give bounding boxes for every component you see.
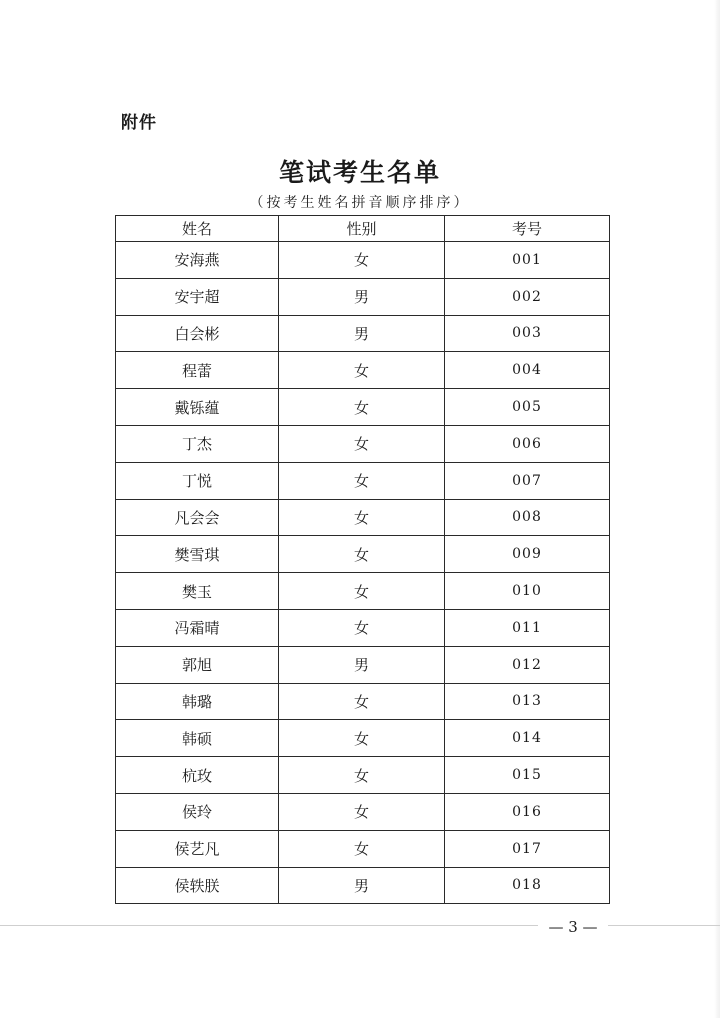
cell-name: 樊雪琪 xyxy=(116,536,279,573)
table-row xyxy=(116,757,610,794)
cell-exam-number: 006 xyxy=(445,425,610,462)
cell-name: 丁杰 xyxy=(116,425,279,462)
cell-gender: 男 xyxy=(279,867,445,904)
cell-name: 樊玉 xyxy=(116,573,279,610)
cell-name: 冯霜晴 xyxy=(116,609,279,646)
table-body xyxy=(116,242,610,904)
table-row xyxy=(116,683,610,720)
cell-exam-number: 008 xyxy=(445,499,610,536)
cell-gender: 女 xyxy=(279,720,445,757)
table-row xyxy=(116,499,610,536)
attachment-label: 附件 xyxy=(121,113,157,133)
cell-name: 韩硕 xyxy=(116,720,279,757)
cell-name: 丁悦 xyxy=(116,462,279,499)
cell-exam-number: 004 xyxy=(445,352,610,389)
cell-gender: 女 xyxy=(279,462,445,499)
table-row xyxy=(116,315,610,352)
cell-exam-number: 007 xyxy=(445,462,610,499)
table-row xyxy=(116,609,610,646)
cell-name: 杭玫 xyxy=(116,757,279,794)
table-row xyxy=(116,793,610,830)
cell-exam-number: 014 xyxy=(445,720,610,757)
table-row xyxy=(116,425,610,462)
cell-name: 安海燕 xyxy=(116,242,279,279)
cell-name: 侯玲 xyxy=(116,793,279,830)
cell-name: 安宇超 xyxy=(116,278,279,315)
document-title: 笔试考生名单 xyxy=(278,158,441,187)
table-row xyxy=(116,352,610,389)
cell-gender: 女 xyxy=(279,793,445,830)
cell-exam-number: 005 xyxy=(445,389,610,426)
table-row xyxy=(116,720,610,757)
cell-gender: 女 xyxy=(279,389,445,426)
table-row xyxy=(116,242,610,279)
cell-gender: 女 xyxy=(279,499,445,536)
cell-gender: 女 xyxy=(279,830,445,867)
cell-exam-number: 017 xyxy=(445,830,610,867)
table-row xyxy=(116,867,610,904)
cell-gender: 女 xyxy=(279,683,445,720)
candidate-roster-table xyxy=(115,215,610,904)
cell-exam-number: 002 xyxy=(445,278,610,315)
cell-gender: 女 xyxy=(279,425,445,462)
cell-name: 郭旭 xyxy=(116,646,279,683)
cell-exam-number: 016 xyxy=(445,793,610,830)
cell-gender: 女 xyxy=(279,352,445,389)
cell-gender: 女 xyxy=(279,536,445,573)
column-header-gender: 性别 xyxy=(279,216,445,242)
table-header-row xyxy=(116,216,610,242)
cell-exam-number: 009 xyxy=(445,536,610,573)
document-subtitle: （按考生姓名拼音顺序排序） xyxy=(249,195,471,211)
cell-exam-number: 001 xyxy=(445,242,610,279)
cell-exam-number: 011 xyxy=(445,609,610,646)
table-row xyxy=(116,830,610,867)
page-number: — 3 — xyxy=(538,918,608,936)
cell-name: 侯轶朕 xyxy=(116,867,279,904)
cell-name: 白会彬 xyxy=(116,315,279,352)
table-row xyxy=(116,573,610,610)
cell-gender: 女 xyxy=(279,609,445,646)
table-row xyxy=(116,389,610,426)
cell-exam-number: 010 xyxy=(445,573,610,610)
table-row xyxy=(116,462,610,499)
cell-name: 凡会会 xyxy=(116,499,279,536)
cell-name: 侯艺凡 xyxy=(116,830,279,867)
cell-gender: 女 xyxy=(279,573,445,610)
cell-name: 韩璐 xyxy=(116,683,279,720)
cell-name: 戴铄蕴 xyxy=(116,389,279,426)
cell-exam-number: 015 xyxy=(445,757,610,794)
column-header-name: 姓名 xyxy=(116,216,279,242)
cell-gender: 男 xyxy=(279,646,445,683)
column-header-exam-number: 考号 xyxy=(445,216,610,242)
cell-gender: 男 xyxy=(279,315,445,352)
cell-exam-number: 012 xyxy=(445,646,610,683)
table-row xyxy=(116,646,610,683)
cell-exam-number: 018 xyxy=(445,867,610,904)
table-row xyxy=(116,278,610,315)
footer-divider xyxy=(0,925,720,926)
cell-name: 程蕾 xyxy=(116,352,279,389)
table-row xyxy=(116,536,610,573)
cell-exam-number: 003 xyxy=(445,315,610,352)
cell-gender: 女 xyxy=(279,757,445,794)
cell-gender: 男 xyxy=(279,278,445,315)
cell-gender: 女 xyxy=(279,242,445,279)
cell-exam-number: 013 xyxy=(445,683,610,720)
